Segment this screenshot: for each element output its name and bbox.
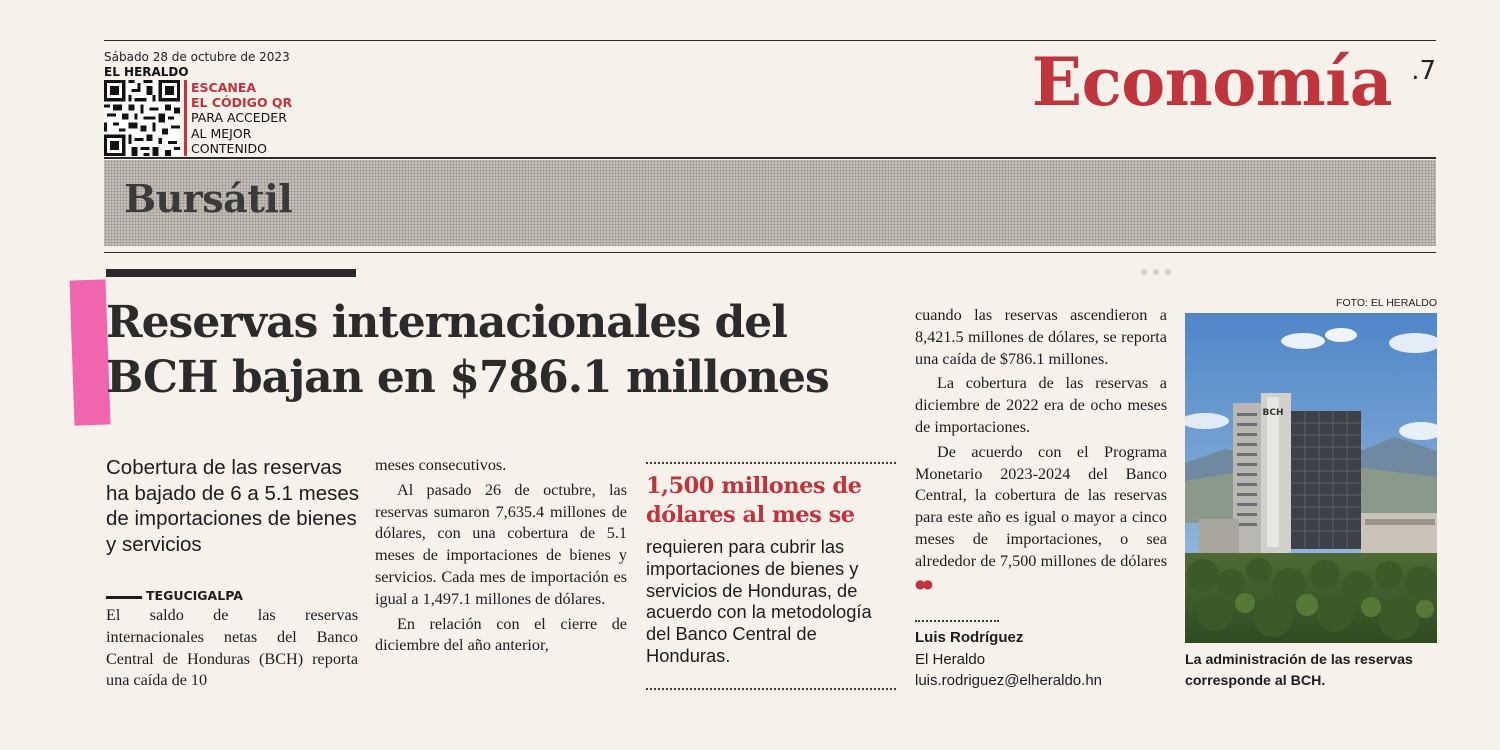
end-mark-icon: ●●	[915, 576, 930, 591]
paragraph	[915, 442, 1167, 596]
banner-title: Bursátil	[124, 176, 293, 221]
author-outlet: El Heraldo	[915, 651, 986, 668]
qr-promo-line: PARA ACCEDER	[191, 110, 287, 126]
pullquote-top-rule	[646, 462, 896, 464]
author-email[interactable]: luis.rodriguez@elheraldo.hn	[915, 672, 1103, 689]
body-column-4	[915, 305, 1167, 595]
paragraph: cuando las reservas ascendieron a 8,421.5 millones de dólares, se reporta una caída de $786.1 millones.	[915, 306, 1167, 368]
top-rule	[104, 40, 1436, 41]
section-title: Economía	[1031, 43, 1392, 121]
paragraph: La cobertura de las reservas a diciembre de 2022 era de ocho meses de importaciones.	[915, 374, 1167, 436]
body-column-1	[106, 605, 358, 692]
photo-caption: La administración de las reservas corresponde al BCH.	[1185, 652, 1413, 689]
building-photo	[1185, 313, 1437, 643]
headline-line: BCH bajan en $786.1 millones	[106, 352, 829, 403]
paragraph: Al pasado 26 de octubre, las reservas sumaron 7,635.4 millones de dólares, con una cobertura de 5.1 meses de importaciones de bienes y servicios. Cada mes de importación es igual a 1,497.1 millones de dólares.	[375, 480, 627, 608]
qr-promo-line: ESCANEA	[191, 80, 257, 95]
pullquote-text: requieren para cubrir las importaciones de bienes y servicios de Honduras, de acuerdo con la metodología del Banco Central de Honduras.	[646, 536, 872, 666]
bleed-through: ● ● ●	[1140, 265, 1173, 280]
headline-line: Reservas internacionales del	[106, 297, 788, 348]
qr-promo-line: AL MEJOR	[191, 125, 252, 141]
building-sign: BCH	[1262, 408, 1284, 418]
page-number: .7	[1411, 56, 1436, 86]
pullquote-figure: 1,500 millones de dólares al mes se	[646, 473, 862, 528]
paragraph-text: De acuerdo con el Programa Monetario 2023-2024 del Banco Central, la cobertura de las reservas para este año es igual o mayor a cinco meses de importaciones, o sea alrededor de 7,500 millones de dólares	[915, 442, 1167, 570]
author-name: Luis Rodríguez	[915, 629, 1024, 646]
highlighter-mark	[69, 279, 110, 425]
banner-rule	[104, 252, 1436, 253]
issue-date: Sábado 28 de octubre de 2023	[104, 50, 290, 64]
paragraph: meses consecutivos.	[375, 456, 507, 474]
photo-credit: FOTO: EL HERALDO	[1336, 297, 1437, 309]
dateline: TEGUCIGALPA	[146, 588, 243, 603]
headline-bar	[106, 269, 356, 277]
qr-code[interactable]	[104, 80, 180, 156]
qr-promo-line: EL CÓDIGO QR	[191, 95, 293, 111]
body-column-2	[375, 455, 627, 657]
qr-promo-line: CONTENIDO	[191, 140, 267, 156]
publication-name: EL HERALDO	[104, 65, 189, 79]
dateline-bar	[106, 596, 142, 599]
header-rule	[104, 157, 1436, 159]
qr-promo	[191, 80, 292, 156]
byline-rule	[915, 620, 999, 622]
paragraph: El saldo de las reservas internacionales netas del Banco Central de Honduras (BCH) reporta una caída de 10	[106, 606, 358, 690]
section-banner	[104, 160, 1436, 246]
headline	[106, 295, 896, 405]
pullquote-bottom-rule	[646, 688, 896, 690]
qr-divider	[184, 80, 187, 156]
paragraph: En relación con el cierre de diciembre del año anterior,	[375, 614, 627, 655]
subheadline: Cobertura de las reservas ha bajado de 6 a 5.1 meses de importaciones de bienes y servicios	[106, 456, 360, 556]
